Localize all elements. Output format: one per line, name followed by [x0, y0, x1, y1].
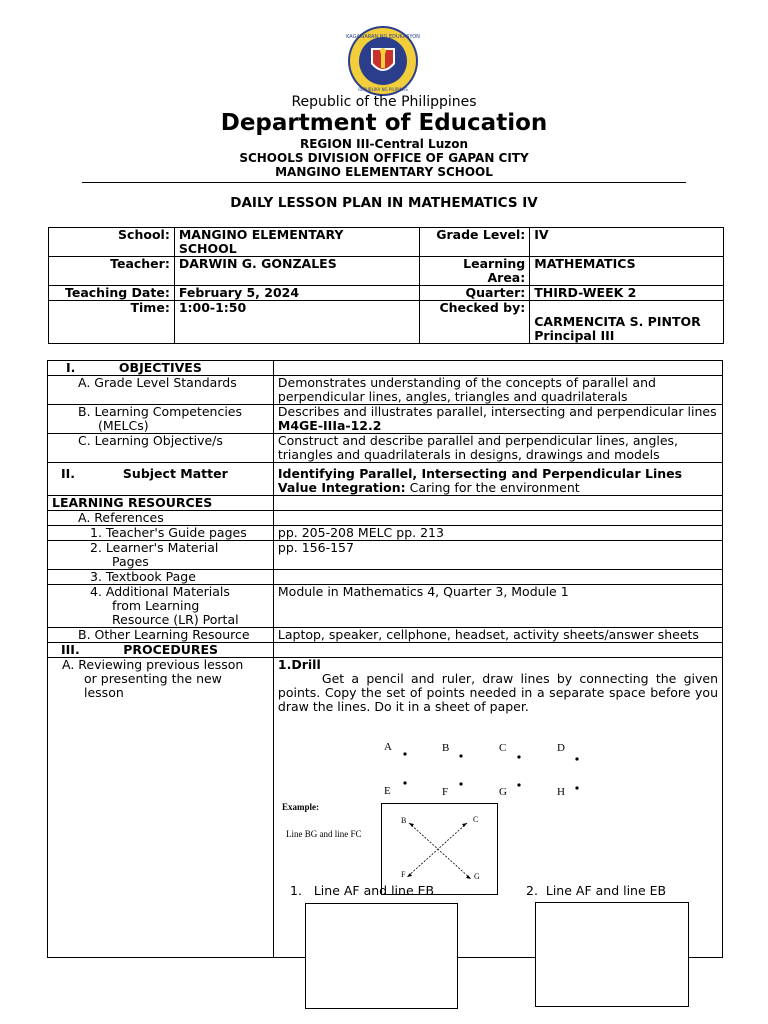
example-point-f: F [401, 870, 406, 879]
learning-resources-heading: LEARNING RESOURCES [48, 496, 274, 511]
point-b-dot [459, 754, 462, 757]
header-divider [82, 182, 686, 183]
subject-matter-value: Identifying Parallel, Intersecting and Perpendicular Lines Value Integration: Caring for the environment [273, 463, 722, 496]
drill-title: 1.Drill [277, 657, 321, 672]
quarter-value: THIRD-WEEK 2 [530, 286, 724, 301]
point-h-dot [575, 786, 578, 789]
seal-text-bottom: REPUBLIKA NG PILIPINAS [358, 87, 408, 92]
republic-heading: Republic of the Philippines [291, 94, 477, 110]
drill-text: Get a pencil and ruler, draw lines by connecting the given points. Copy the set of points needed in a separate space before you draw the lines. Do it in a sheet of paper. [277, 671, 718, 714]
lc-value: Describes and illustrates parallel, intersecting and perpendicular lines M4GE-IIIa-12.2 [273, 405, 722, 434]
point-e-dot [403, 781, 406, 784]
answer-box-1[interactable] [305, 903, 458, 1009]
school-label: School: [49, 228, 175, 257]
date-label: Teaching Date: [49, 286, 175, 301]
teacher-value: DARWIN G. GONZALES [174, 257, 420, 286]
region-heading: REGION III-Central Luzon [299, 137, 469, 151]
am-label: 4. Additional Materials from Learning Resource (LR) Portal [48, 585, 274, 628]
example-point-c: C [473, 815, 479, 824]
info-table [48, 227, 724, 344]
am-value: Module in Mathematics 4, Quarter 3, Module 1 [273, 585, 722, 628]
lm-label: 2. Learner's Material Pages [48, 541, 274, 570]
lc-code: M4GE-IIIa-12.2 [277, 418, 382, 433]
school-heading: MANGINO ELEMENTARY SCHOOL [275, 165, 493, 179]
point-g-dot [517, 783, 520, 786]
tg-label: 1. Teacher's Guide pages [48, 526, 274, 541]
example-point-g: G [474, 872, 480, 881]
task-2-label: 2. Line AF and line EB [526, 883, 667, 898]
point-label-h: H [557, 786, 565, 798]
teacher-label: Teacher: [49, 257, 175, 286]
grade-label: Grade Level: [420, 228, 530, 257]
grade-value: IV [530, 228, 724, 257]
checked-label: Checked by: [420, 301, 530, 344]
time-label: Time: [49, 301, 175, 344]
school-value: MANGINO ELEMENTARY SCHOOL [174, 228, 420, 257]
example-caption: Line BG and line FC [286, 829, 362, 839]
subject-matter-label: II. Subject Matter [48, 463, 274, 496]
point-label-e: E [384, 785, 391, 797]
textbook-label: 3. Textbook Page [48, 570, 274, 585]
lc-label: B. Learning Competencies (MELCs) [48, 405, 274, 434]
empty-cell [273, 496, 722, 511]
point-a-dot [403, 752, 406, 755]
deped-seal [346, 24, 420, 98]
olr-label: B. Other Learning Resource [48, 628, 274, 643]
point-d-dot [575, 757, 578, 760]
example-figure [381, 803, 498, 895]
quarter-label: Quarter: [420, 286, 530, 301]
example-point-b: B [401, 816, 407, 825]
area-value: MATHEMATICS [530, 257, 724, 286]
empty-cell [273, 511, 722, 526]
olr-value: Laptop, speaker, cellphone, headset, activity sheets/answer sheets [273, 628, 722, 643]
answer-box-2[interactable] [535, 902, 689, 1007]
objectives-heading: I. OBJECTIVES [48, 361, 274, 376]
point-label-b: B [442, 742, 450, 754]
lo-value: Construct and describe parallel and perpendicular lines, angles, triangles and quadrilaterals in designs, drawings and models [273, 434, 722, 463]
area-label: Learning Area: [420, 257, 530, 286]
point-label-d: D [557, 742, 565, 754]
review-label: A. Reviewing previous lesson or presenting the new lesson [48, 658, 274, 958]
point-label-f: F [442, 786, 449, 798]
procedures-heading: III. PROCEDURES [48, 643, 274, 658]
point-f-dot [459, 782, 462, 785]
point-c-dot [517, 755, 520, 758]
seal-text-top: KAGAWARAN NG EDUKASYON [346, 34, 420, 40]
points-figure [357, 738, 593, 804]
empty-cell [273, 361, 722, 376]
empty-cell [273, 570, 722, 585]
task-1-label: 1. Line AF and line EB [290, 883, 435, 898]
time-value: 1:00-1:50 [174, 301, 420, 344]
division-heading: SCHOOLS DIVISION OFFICE OF GAPAN CITY [239, 151, 529, 165]
document-title: DAILY LESSON PLAN IN MATHEMATICS IV [230, 195, 538, 211]
example-box [382, 804, 498, 895]
gls-value: Demonstrates understanding of the concepts of parallel and perpendicular lines, angles, triangles and quadrilaterals [273, 376, 722, 405]
lm-value: pp. 156-157 [273, 541, 722, 570]
point-label-c: C [499, 742, 507, 754]
example-label: Example: [282, 802, 319, 812]
date-value: February 5, 2024 [174, 286, 420, 301]
checked-value: CARMENCITA S. PINTOR Principal III [530, 301, 724, 344]
empty-cell [273, 643, 722, 658]
references-label: A. References [48, 511, 274, 526]
lo-label: C. Learning Objective/s [48, 434, 274, 463]
gls-label: A. Grade Level Standards [48, 376, 274, 405]
point-label-a: A [384, 741, 392, 753]
department-heading: Department of Education [220, 110, 548, 136]
point-label-g: G [499, 786, 507, 798]
tg-value: pp. 205-208 MELC pp. 213 [273, 526, 722, 541]
